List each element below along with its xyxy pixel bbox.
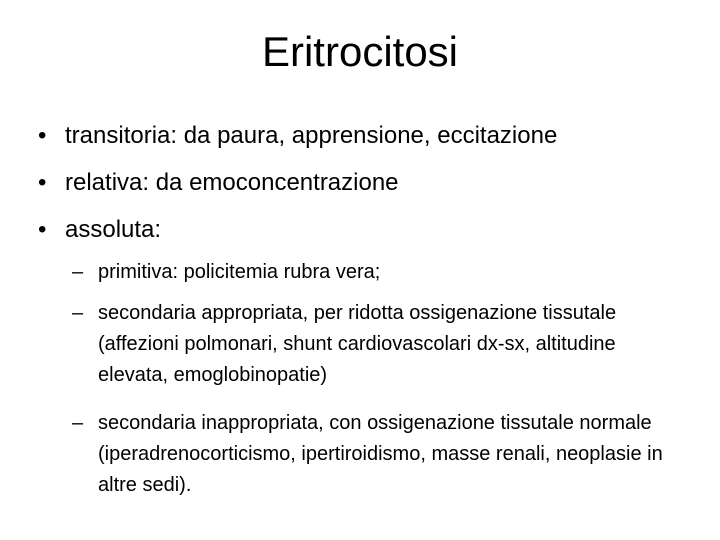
sub-bullet-text: secondaria inappropriata, con ossigenazione tissutale normale (iperadrenocorticismo, ipertiroidismo, masse renali, neoplasie in altre sedi). bbox=[98, 412, 663, 496]
bullet-item-assoluta bbox=[38, 215, 161, 245]
sub-bullet-primitiva bbox=[72, 257, 682, 288]
bullet-item-relativa bbox=[38, 168, 399, 198]
sub-bullet-marker: – bbox=[72, 302, 84, 324]
bullet-text: transitoria: da paura, apprensione, eccitazione bbox=[65, 122, 558, 149]
sub-bullet-secondaria-inappropriata bbox=[72, 408, 682, 501]
slide-title: Eritrocitosi bbox=[261, 28, 459, 75]
bullet-marker: • bbox=[38, 122, 47, 149]
sub-bullet-text: primitiva: policitemia rubra vera; bbox=[98, 261, 381, 283]
sub-bullet-marker: – bbox=[72, 261, 84, 283]
sub-bullet-text: secondaria appropriata, per ridotta ossigenazione tissutale (affezioni polmonari, shunt cardiovascolari dx-sx, altitudine elevata, emoglobinopatie) bbox=[98, 302, 617, 386]
bullet-item-transitoria bbox=[38, 121, 557, 151]
bullet-text: relativa: da emoconcentrazione bbox=[65, 169, 399, 196]
bullet-text: assoluta: bbox=[65, 216, 162, 243]
bullet-marker: • bbox=[38, 169, 47, 196]
sub-bullet-marker: – bbox=[72, 412, 84, 434]
bullet-marker: • bbox=[38, 216, 47, 243]
sub-bullet-secondaria-appropriata bbox=[72, 298, 682, 391]
